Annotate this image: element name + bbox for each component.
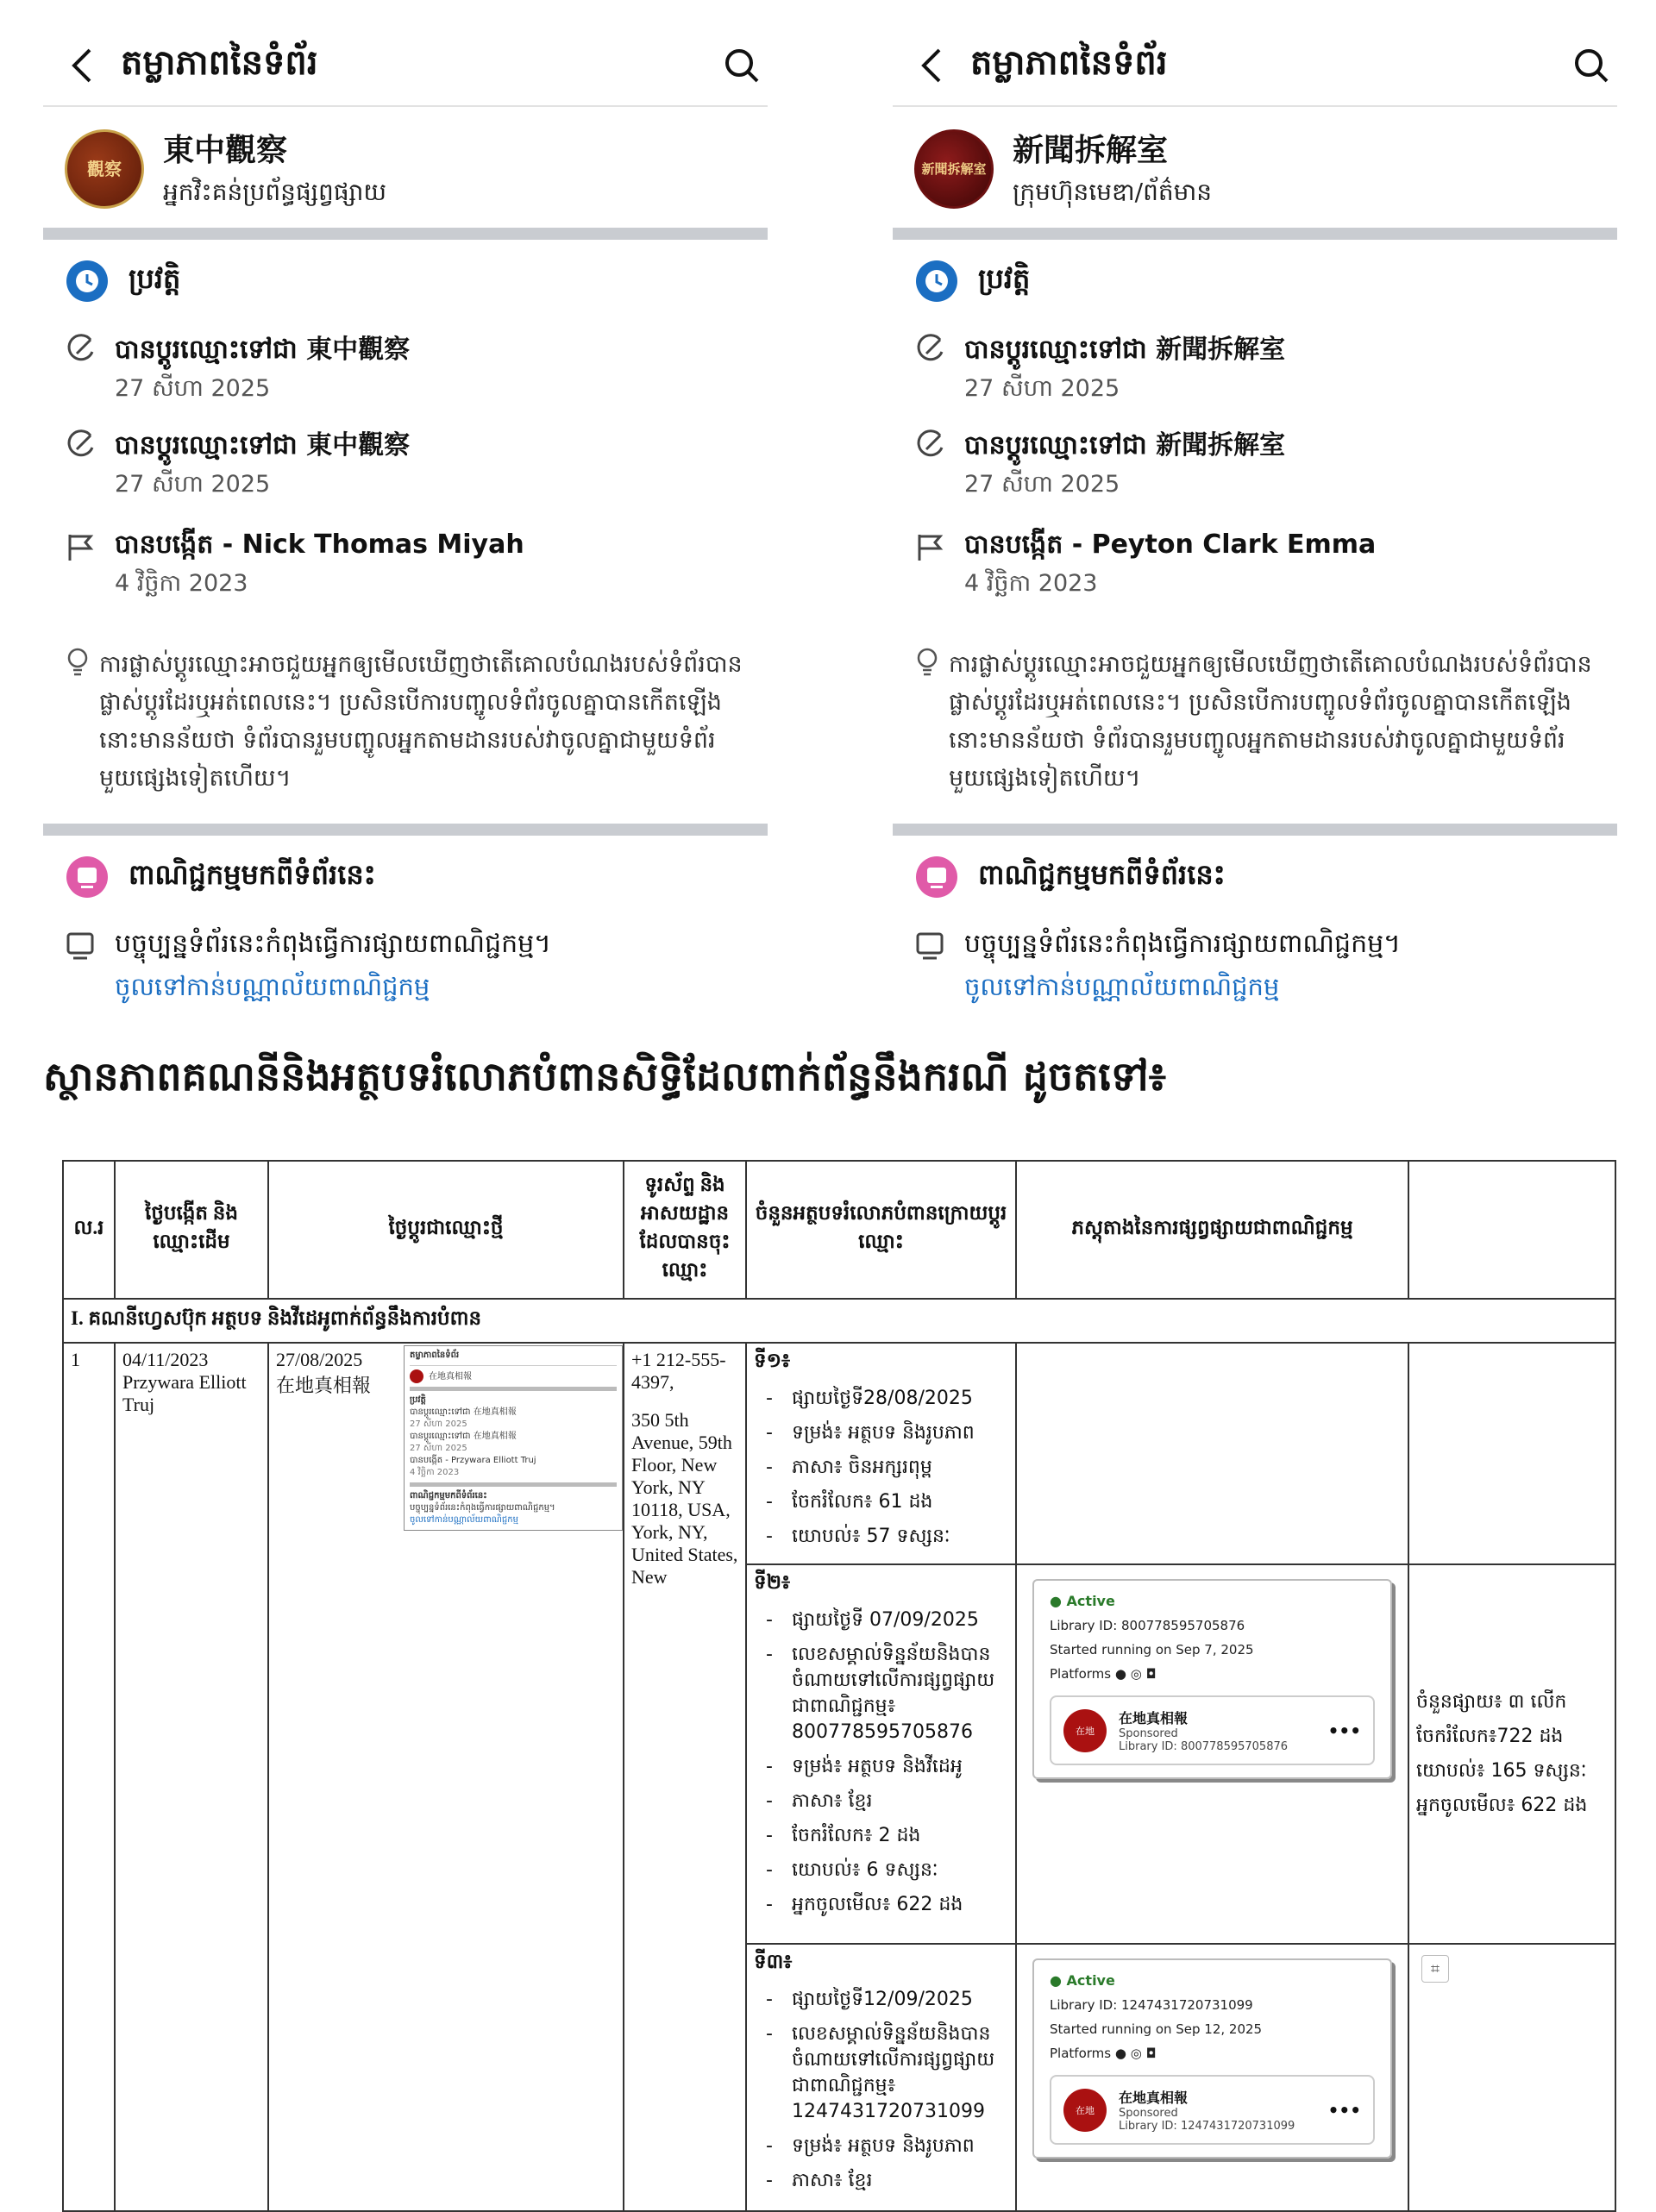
page-avatar[interactable]: 觀察 xyxy=(65,129,144,209)
mini-avatar xyxy=(410,1369,423,1383)
history-date: 27 សីហា 2025 xyxy=(115,471,271,498)
history-date: 27 សីហា 2025 xyxy=(964,471,1120,498)
clock-icon xyxy=(65,259,110,304)
panel-title: តម្លាភាពនៃទំព័រ xyxy=(121,42,318,83)
ad-evidence-cell xyxy=(1016,1944,1408,2211)
summary-line: អ្នកចូលមើល៖ 622 ដង xyxy=(1416,1795,1588,1816)
renamed-name: 在地真相報 xyxy=(276,1375,372,1396)
post-detail: - ទម្រង់៖ អត្ថបទ និងវីដេអូ xyxy=(754,1754,1008,1780)
header-cell-empty xyxy=(1408,1161,1615,1299)
divider xyxy=(893,228,1617,240)
history-text: បានប្ដូរឈ្មោះទៅជា 新聞拆解室 xyxy=(964,335,1286,365)
mini-ads-link: ចូលទៅកាន់បណ្ណាល័យពាណិជ្ជកម្ម xyxy=(410,1515,518,1525)
ad-library-screenshot xyxy=(1032,1579,1392,1779)
divider xyxy=(43,824,768,836)
ad-card xyxy=(1050,1695,1375,1765)
page-transparency-panel-left xyxy=(43,26,768,1018)
ad-evidence-cell xyxy=(1016,1564,1408,1944)
page-name: 東中觀察 xyxy=(163,133,288,168)
ads-section-header xyxy=(893,836,1617,908)
panel-topbar xyxy=(893,26,1617,107)
edit-name-icon xyxy=(65,423,103,504)
ad-avatar: 在地 xyxy=(1063,2089,1107,2132)
post-detail: - អ្នកចូលមើល៖ 622 ដង xyxy=(754,1892,1008,1918)
table-header-row xyxy=(63,1161,1615,1299)
created-cell xyxy=(115,1343,268,2211)
header-cell: ភស្តុតាងនៃការផ្សព្វផ្សាយជាពាណិជ្ជកម្ម xyxy=(1016,1161,1408,1299)
ad-card-library-id: Library ID: 1247431720731099 xyxy=(1119,2120,1295,2133)
ad-page-name: 在地真相報 xyxy=(1119,1710,1189,1726)
edit-name-icon xyxy=(914,328,952,408)
page-category: ក្រុមហ៊ុនមេឌា/ព័ត៌មាន xyxy=(1013,178,1213,206)
header-cell: ចំនួនអត្ថបទរំលោភបំពានក្រោយប្ដូរឈ្មោះ xyxy=(746,1161,1016,1299)
ad-status: Active xyxy=(1066,1593,1115,1609)
ad-page-name: 在地真相報 xyxy=(1119,2090,1189,2106)
renamed-cell xyxy=(268,1343,624,2211)
ad-card-library-id: Library ID: 800778595705876 xyxy=(1119,1740,1289,1753)
history-item xyxy=(893,504,1617,603)
summary-line: យោបល់៖ 165 ទស្សនៈ xyxy=(1416,1760,1587,1782)
mini-history-text: បានប្ដូរឈ្មោះទៅជា 在地真相報 xyxy=(410,1407,517,1417)
post-label: ទី២៖ xyxy=(754,1571,791,1594)
history-section-header xyxy=(893,240,1617,312)
ads-status-text: បច្ចុប្បន្នទំព័រនេះកំពុងធ្វើការផ្សាយពាណិជ្ជកម្ម។ xyxy=(115,929,551,959)
flag-icon xyxy=(65,528,103,603)
ads-title: ពាណិជ្ជកម្មមកពីទំព័រនេះ xyxy=(129,857,376,891)
history-text: បានបង្កើត - Peyton Clark Emma xyxy=(964,530,1377,560)
panel-topbar xyxy=(43,26,768,107)
post-detail: - យោបល់៖ 57 ទស្សនៈ xyxy=(754,1524,1008,1550)
panel-title: តម្លាភាពនៃទំព័រ xyxy=(970,42,1168,83)
post-cell xyxy=(746,1944,1016,2211)
note-text: ការផ្លាស់ប្ដូរឈ្មោះអាចជួយអ្នកឲ្យមើលឃើញថាតើគោលបំណងរបស់ទំព័របានផ្លាស់ប្ដូរដែរឬអត់ពេលនេះ។ ប្រសិនបើការបញ្ចូលទំព័រចូលគ្នាបានកើតឡើង នោះមានន័យថា ទំព័របានរួមបញ្ចូលអ្នកតាមដានរបស់វាចូលគ្នាជាមួយទំព័រមួយផ្សេងទៀតហើយ។ xyxy=(99,651,743,792)
ad-library-id: Library ID: 800778595705876 xyxy=(1050,1618,1245,1633)
post-detail: - ផ្សាយថ្ងៃទី 07/09/2025 xyxy=(754,1607,1008,1633)
monitor-icon xyxy=(914,927,952,1008)
summary-cell-empty xyxy=(1408,1944,1615,2211)
post-cell xyxy=(746,1343,1016,1564)
history-section-header xyxy=(43,240,768,312)
divider xyxy=(893,824,1617,836)
page-name: 新聞拆解室 xyxy=(1013,133,1169,168)
post-detail: - ភាសា៖ ចិនអក្សរពុម្ព xyxy=(754,1455,1008,1481)
history-date: 27 សីហា 2025 xyxy=(964,375,1120,402)
page-transparency-panel-right xyxy=(893,26,1617,1018)
contact-cell xyxy=(624,1343,746,2211)
ads-title: ពាណិជ្ជកម្មមកពីទំព័រនេះ xyxy=(978,857,1226,891)
ad-library-link[interactable]: ចូលទៅកាន់បណ្ណាល័យពាណិជ្ជកម្ម xyxy=(964,972,1280,1001)
phone-number: +1 212-555-4397, xyxy=(631,1349,726,1393)
created-name: Przywara Elliott Truj xyxy=(122,1371,247,1415)
monitor-icon xyxy=(65,927,103,1008)
document-heading: ស្ថានភាពគណនីនិងអត្ថបទរំលោភបំពានសិទ្ធិដែលពាក់ព័ន្ធនឹងករណី ដូចតទៅ៖ xyxy=(43,1053,1166,1100)
history-date: 27 សីហា 2025 xyxy=(115,375,271,402)
ad-sponsored: Sponsored xyxy=(1119,2107,1178,2120)
post-detail: - ចែករំលែក៖ 2 ដង xyxy=(754,1823,1008,1849)
ads-icon xyxy=(65,855,110,899)
history-text: បានប្ដូរឈ្មោះទៅជា 新聞拆解室 xyxy=(964,430,1286,461)
ads-status-text: បច្ចុប្បន្នទំព័រនេះកំពុងធ្វើការផ្សាយពាណិជ្ជកម្ម។ xyxy=(964,929,1401,959)
search-icon[interactable] xyxy=(716,47,768,85)
ad-started: Started running on Sep 7, 2025 xyxy=(1050,1642,1254,1657)
post-detail: - ភាសា៖ ខ្មែរ xyxy=(754,2168,1008,2194)
ad-platforms: Platforms xyxy=(1050,1666,1112,1682)
info-note xyxy=(43,603,768,824)
header-cell: ល.រ xyxy=(63,1161,115,1299)
renamed-date: 27/08/2025 xyxy=(276,1349,363,1370)
history-date: 4 វិច្ឆិកា 2023 xyxy=(964,570,1098,597)
ad-library-screenshot xyxy=(1032,1958,1392,2159)
post-detail: - លេខសម្គាល់ទិន្នន័យនិងបានចំណាយទៅលើការផ្សព្វផ្សាយជាពាណិជ្ជកម្ម៖ 1247431720731099 xyxy=(754,2021,1008,2125)
scan-icon[interactable]: ⌗ xyxy=(1421,1955,1449,1983)
page-avatar[interactable]: 新聞拆解室 xyxy=(914,129,994,209)
ad-sponsored: Sponsored xyxy=(1119,1727,1178,1740)
header-cell: ថ្ងៃប្ដូរជាឈ្មោះថ្មី xyxy=(268,1161,624,1299)
ads-status-row xyxy=(893,908,1617,1008)
ad-status: Active xyxy=(1066,1972,1115,1989)
post-detail: - ភាសា៖ ខ្មែរ xyxy=(754,1789,1008,1814)
post-detail: - ទម្រង់៖ អត្ថបទ និងរូបភាព xyxy=(754,2134,1008,2159)
lightbulb-icon xyxy=(914,646,940,680)
history-text: បានបង្កើត - Nick Thomas Miyah xyxy=(115,530,524,560)
lightbulb-icon xyxy=(65,646,91,680)
history-item xyxy=(43,504,768,603)
search-icon[interactable] xyxy=(1565,47,1617,85)
history-item xyxy=(893,312,1617,408)
clock-icon xyxy=(914,259,959,304)
ads-icon xyxy=(914,855,959,899)
post-detail: - ទម្រង់៖ អត្ថបទ និងរូបភាព xyxy=(754,1420,1008,1446)
ad-card xyxy=(1050,2075,1375,2145)
history-item xyxy=(43,408,768,504)
history-title: ប្រវត្តិ xyxy=(978,261,1031,295)
mini-history-date: 4 វិច្ឆិកា 2023 xyxy=(410,1468,460,1477)
history-item xyxy=(893,408,1617,504)
ad-started: Started running on Sep 12, 2025 xyxy=(1050,2021,1263,2037)
back-arrow-icon[interactable] xyxy=(893,47,970,85)
post-label: ទី១៖ xyxy=(754,1350,791,1372)
table-row xyxy=(63,1343,1615,1564)
header-cell: ថ្ងៃបង្កើត និងឈ្មោះដើម xyxy=(115,1161,268,1299)
mini-ads-title: ពាណិជ្ជកម្មមកពីទំព័រនេះ xyxy=(410,1491,487,1501)
ad-platforms: Platforms xyxy=(1050,2046,1112,2061)
header-cell: ទូរស័ព្ទ និង អាសយដ្ឋានដែលបានចុះឈ្មោះ xyxy=(624,1161,746,1299)
post-cell xyxy=(746,1564,1016,1944)
post-detail: - យោបល់៖ 6 ទស្សនៈ xyxy=(754,1858,1008,1883)
edit-name-icon xyxy=(914,423,952,504)
history-text: បានប្ដូរឈ្មោះទៅជា 東中觀察 xyxy=(115,430,411,461)
history-text: បានប្ដូរឈ្មោះទៅជា 東中觀察 xyxy=(115,335,411,365)
post-label: ទី៣៖ xyxy=(754,1951,793,1973)
ad-library-id: Library ID: 1247431720731099 xyxy=(1050,1997,1253,2013)
history-title: ប្រវត្តិ xyxy=(129,261,181,295)
page-profile-row xyxy=(43,107,768,228)
platform-icons: ● ◎ ◘ xyxy=(1114,2046,1157,2061)
mini-divider xyxy=(410,1482,617,1487)
edit-name-icon xyxy=(65,328,103,408)
page-category: អ្នកវិះគន់ប្រព័ន្ធផ្សព្វផ្សាយ xyxy=(163,178,387,206)
mini-transparency-screenshot xyxy=(404,1345,623,1531)
mini-divider xyxy=(410,1387,617,1391)
divider xyxy=(43,228,768,240)
mini-title: តម្លាភាពនៃទំព័រ xyxy=(410,1350,617,1366)
post-detail: - ចែករំលែក៖ 61 ដង xyxy=(754,1489,1008,1515)
summary-cell xyxy=(1408,1564,1615,1944)
address: 350 5th Avenue, 59th Floor, New York, NY 10118, USA, York, NY, United States, New xyxy=(631,1409,738,1588)
mini-history-date: 27 សីហា 2025 xyxy=(410,1419,467,1429)
ad-library-link[interactable]: ចូលទៅកាន់បណ្ណាល័យពាណិជ្ជកម្ម xyxy=(115,972,430,1001)
post-detail: - ផ្សាយថ្ងៃទី12/09/2025 xyxy=(754,1987,1008,2013)
row-number: 1 xyxy=(63,1343,115,2211)
post-detail: - ផ្សាយថ្ងៃទី28/08/2025 xyxy=(754,1386,1008,1412)
summary-line: ចំនួនផ្សាយ៖ ៣ លើក xyxy=(1416,1691,1567,1713)
mini-ads-text: បច្ចុប្បន្នទំព័រនេះកំពុងធ្វើការផ្សាយពាណិជ្ជកម្ម។ xyxy=(410,1503,555,1513)
mini-history: ប្រវត្តិ xyxy=(410,1395,426,1405)
history-item xyxy=(43,312,768,408)
mini-history-date: 27 សីហា 2025 xyxy=(410,1444,467,1453)
history-date: 4 វិច្ឆិកា 2023 xyxy=(115,570,248,597)
note-text: ការផ្លាស់ប្ដូរឈ្មោះអាចជួយអ្នកឲ្យមើលឃើញថាតើគោលបំណងរបស់ទំព័របានផ្លាស់ប្ដូរដែរឬអត់ពេលនេះ។ ប្រសិនបើការបញ្ចូលទំព័រចូលគ្នាបានកើតឡើង នោះមានន័យថា ទំព័របានរួមបញ្ចូលអ្នកតាមដានរបស់វាចូលគ្នាជាមួយទំព័រមួយផ្សេងទៀតហើយ។ xyxy=(949,651,1592,792)
mini-history-text: បានបង្កើត - Przywara Elliott Truj xyxy=(410,1456,536,1465)
section-label: I. គណនីហ្វេសប៊ុក អត្ថបទ និងវីដេអូពាក់ព័ន្ធនឹងការបំពាន xyxy=(63,1299,1615,1343)
evidence-table xyxy=(62,1160,1616,2212)
ad-evidence-cell-empty xyxy=(1016,1343,1408,1564)
mini-history-text: បានប្ដូរឈ្មោះទៅជា 在地真相報 xyxy=(410,1432,517,1441)
back-arrow-icon[interactable] xyxy=(43,47,121,85)
ads-section-header xyxy=(43,836,768,908)
more-options-icon: ••• xyxy=(1327,2099,1361,2121)
more-options-icon: ••• xyxy=(1327,1720,1361,1741)
check-circle-icon: ● xyxy=(1050,1972,1062,1989)
ads-status-row xyxy=(43,908,768,1008)
summary-line: ចែករំលែក៖722 ដង xyxy=(1416,1726,1564,1747)
section-row xyxy=(63,1299,1615,1343)
page-profile-row xyxy=(893,107,1617,228)
flag-icon xyxy=(914,528,952,603)
summary-cell-empty xyxy=(1408,1343,1615,1564)
platform-icons: ● ◎ ◘ xyxy=(1114,1666,1157,1682)
post-detail: - លេខសម្គាល់ទិន្នន័យនិងបានចំណាយទៅលើការផ្សព្វផ្សាយជាពាណិជ្ជកម្ម៖ 800778595705876 xyxy=(754,1642,1008,1745)
mini-name: 在地真相報 xyxy=(429,1372,472,1382)
check-circle-icon: ● xyxy=(1050,1593,1062,1609)
created-date: 04/11/2023 xyxy=(122,1349,209,1370)
info-note xyxy=(893,603,1617,824)
ad-avatar: 在地 xyxy=(1063,1709,1107,1752)
